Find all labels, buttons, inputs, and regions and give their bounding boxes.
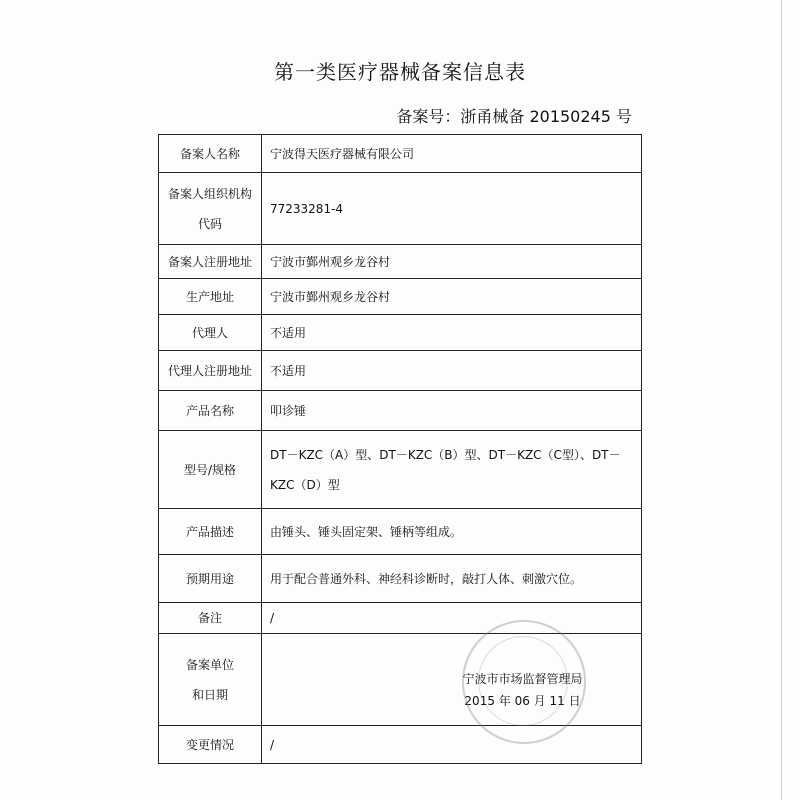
table-row — [159, 173, 642, 245]
change-history-label: 变更情况 — [159, 726, 262, 764]
change-history-value: / — [262, 726, 642, 764]
filer-name-label: 备案人名称 — [159, 135, 262, 173]
agent-label: 代理人 — [159, 315, 262, 351]
table-row — [159, 391, 642, 431]
remarks-label: 备注 — [159, 603, 262, 634]
filing-date: 2015 年 06 月 11 日 — [464, 693, 581, 708]
table-row — [159, 726, 642, 764]
table-row — [159, 245, 642, 279]
table-row — [159, 555, 642, 603]
intended-use-label: 预期用途 — [159, 555, 262, 603]
filing-info-table — [158, 134, 642, 764]
model-spec-value: DT－KZC（A）型、DT－KZC（B）型、DT－KZC（C型）、DT－KZC（D）型 — [262, 431, 642, 509]
table-row — [159, 509, 642, 555]
filing-unit-label-line1: 备案单位 — [185, 657, 234, 672]
registered-address-label: 备案人注册地址 — [159, 245, 262, 279]
document-title: 第一类医疗器械备案信息表 — [274, 60, 526, 84]
product-description-label: 产品描述 — [159, 509, 262, 555]
model-spec-label: 型号/规格 — [159, 431, 262, 509]
agent-address-value: 不适用 — [262, 351, 642, 391]
filing-unit-label-line2: 和日期 — [191, 687, 228, 702]
production-address-value: 宁波市鄞州观乡龙谷村 — [262, 279, 642, 315]
page-edge-line — [781, 0, 782, 800]
filing-number: 备案号：浙甬械备 20150245 号 — [396, 107, 632, 126]
product-description-value: 由锤头、锤头固定架、锤柄等组成。 — [262, 509, 642, 555]
filing-unit-date-label — [159, 634, 262, 726]
agent-address-label: 代理人注册地址 — [159, 351, 262, 391]
registered-address-value: 宁波市鄞州观乡龙谷村 — [262, 245, 642, 279]
filing-authority: 宁波市市场监督管理局 — [462, 671, 583, 686]
table-row — [159, 279, 642, 315]
org-code-label — [159, 173, 262, 245]
filing-unit-date-value — [262, 634, 642, 726]
table-row — [159, 351, 642, 391]
table-row — [159, 135, 642, 173]
agent-value: 不适用 — [262, 315, 642, 351]
product-name-value: 叩诊锤 — [262, 391, 642, 431]
org-code-label-line2: 代码 — [197, 216, 222, 231]
filing-authority-block — [340, 668, 705, 712]
table-row — [159, 431, 642, 509]
production-address-label: 生产地址 — [159, 279, 262, 315]
table-row — [159, 603, 642, 634]
product-name-label: 产品名称 — [159, 391, 262, 431]
org-code-value: 77233281-4 — [262, 173, 642, 245]
remarks-value: / — [262, 603, 642, 634]
intended-use-value: 用于配合普通外科、神经科诊断时，敲打人体、刺激穴位。 — [262, 555, 642, 603]
filer-name-value: 宁波得天医疗器械有限公司 — [262, 135, 642, 173]
org-code-label-line1: 备案人组织机构 — [167, 186, 252, 201]
table-row — [159, 315, 642, 351]
table-row — [159, 634, 642, 726]
